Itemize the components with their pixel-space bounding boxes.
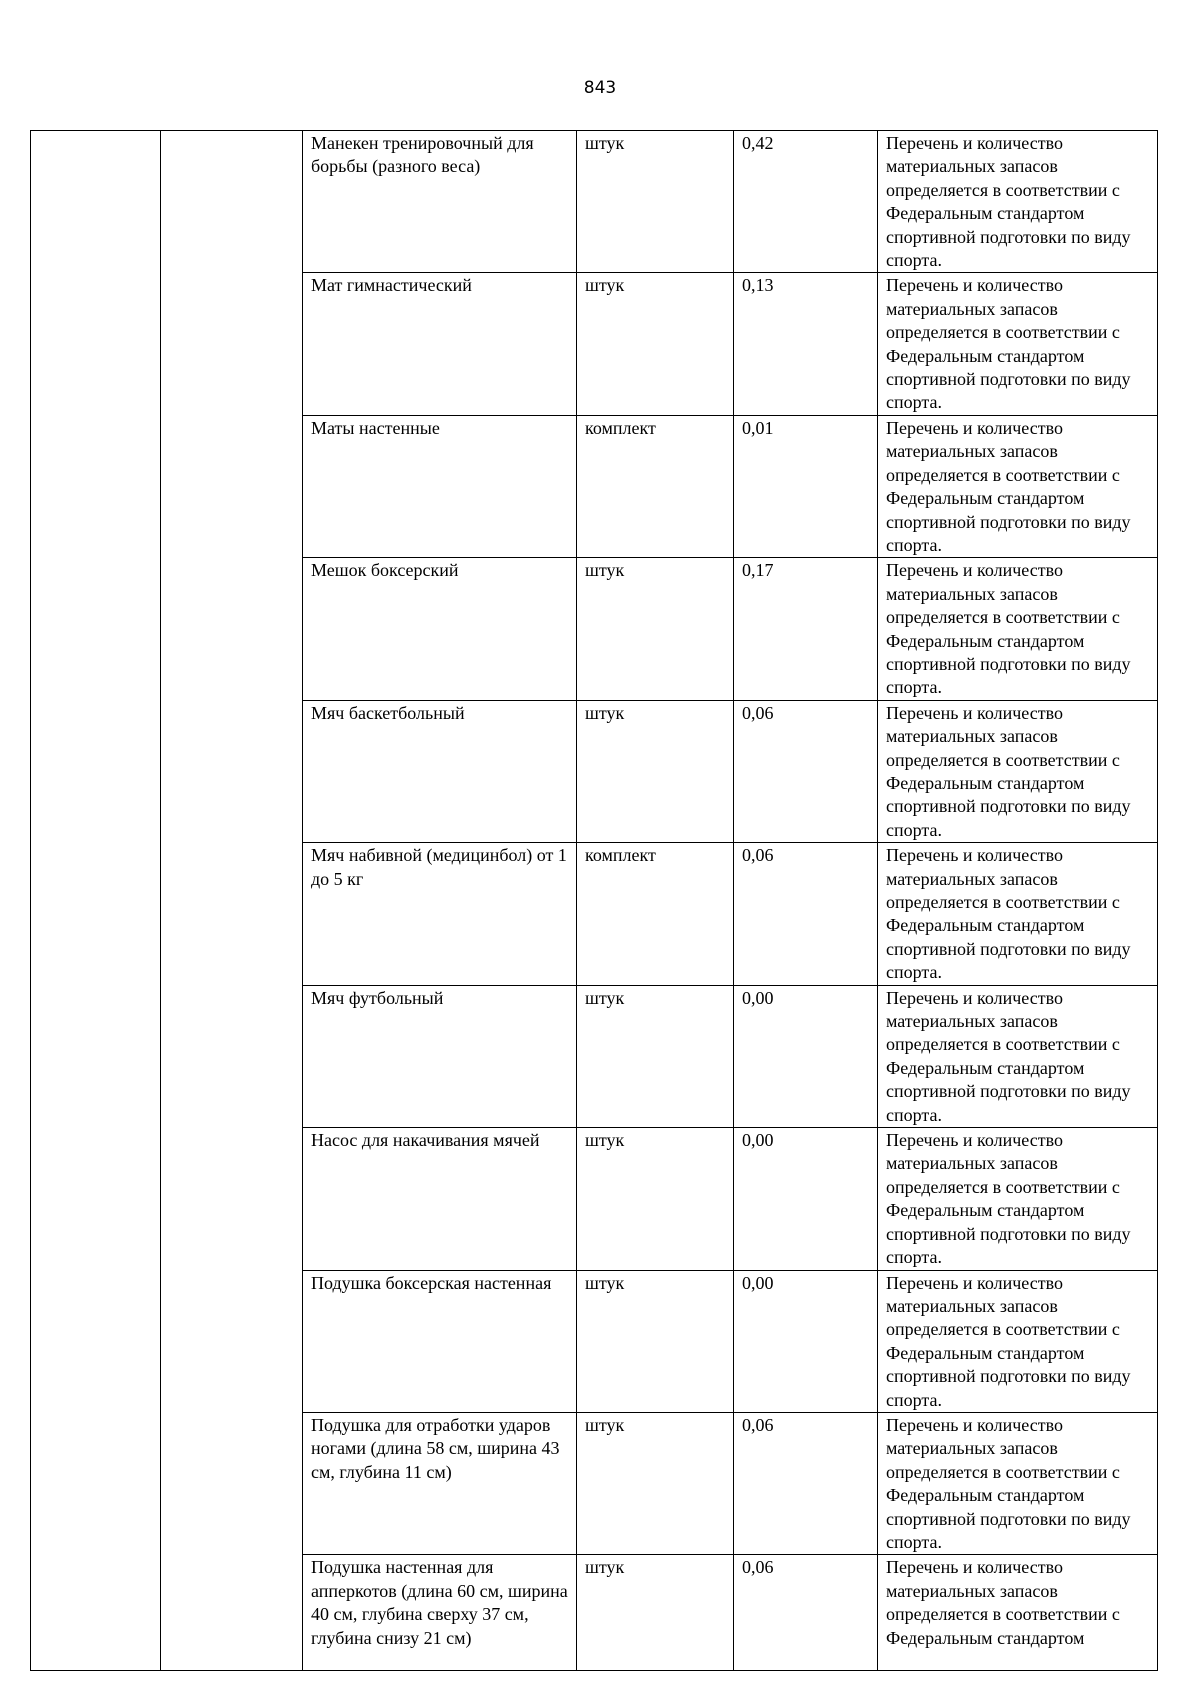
quantity-cell: 0,13 xyxy=(734,273,878,415)
quantity-cell: 0,00 xyxy=(734,985,878,1127)
unit-cell: штук xyxy=(577,1412,734,1554)
quantity-cell: 0,42 xyxy=(734,131,878,273)
page-number: 843 xyxy=(583,78,617,98)
note-cell: Перечень и количество материальных запасов определяется в соответствии с Федеральным стандартом спортивной подготовки по виду спорта. xyxy=(878,843,1158,985)
quantity-cell: 0,00 xyxy=(734,1128,878,1270)
note-cell: Перечень и количество материальных запасов определяется в соответствии с Федеральным стандартом спортивной подготовки по виду спорта. xyxy=(878,700,1158,842)
note-cell: Перечень и количество материальных запасов определяется в соответствии с Федеральным стандартом xyxy=(878,1555,1158,1671)
unit-cell: штук xyxy=(577,700,734,842)
item-name-cell: Мат гимнастический xyxy=(303,273,577,415)
item-name-cell: Подушка для отработки ударов ногами (длина 58 см, ширина 43 см, глубина 11 см) xyxy=(303,1412,577,1554)
unit-cell: штук xyxy=(577,1270,734,1412)
equipment-table xyxy=(30,130,1158,1671)
item-name-cell: Мяч баскетбольный xyxy=(303,700,577,842)
item-name-cell: Мяч футбольный xyxy=(303,985,577,1127)
quantity-cell: 0,01 xyxy=(734,415,878,557)
unit-cell: штук xyxy=(577,558,734,700)
table-row xyxy=(31,131,1158,273)
note-cell: Перечень и количество материальных запасов определяется в соответствии с Федеральным стандартом спортивной подготовки по виду спорта. xyxy=(878,985,1158,1127)
unit-cell: штук xyxy=(577,1128,734,1270)
item-name-cell: Насос для накачивания мячей xyxy=(303,1128,577,1270)
unit-cell: штук xyxy=(577,131,734,273)
item-name-cell: Мешок боксерский xyxy=(303,558,577,700)
unit-cell: штук xyxy=(577,1555,734,1671)
quantity-cell: 0,06 xyxy=(734,1555,878,1671)
quantity-cell: 0,06 xyxy=(734,843,878,985)
quantity-cell: 0,00 xyxy=(734,1270,878,1412)
note-cell: Перечень и количество материальных запасов определяется в соответствии с Федеральным стандартом спортивной подготовки по виду спорта. xyxy=(878,558,1158,700)
merged-empty-cell-2 xyxy=(161,131,303,1671)
unit-cell: комплект xyxy=(577,843,734,985)
item-name-cell: Манекен тренировочный для борьбы (разного веса) xyxy=(303,131,577,273)
quantity-cell: 0,06 xyxy=(734,1412,878,1554)
note-cell: Перечень и количество материальных запасов определяется в соответствии с Федеральным стандартом спортивной подготовки по виду спорта. xyxy=(878,131,1158,273)
item-name-cell: Маты настенные xyxy=(303,415,577,557)
item-name-cell: Мяч набивной (медицинбол) от 1 до 5 кг xyxy=(303,843,577,985)
item-name-cell: Подушка боксерская настенная xyxy=(303,1270,577,1412)
note-cell: Перечень и количество материальных запасов определяется в соответствии с Федеральным стандартом спортивной подготовки по виду спорта. xyxy=(878,1128,1158,1270)
item-name-cell: Подушка настенная для апперкотов (длина 60 см, ширина 40 см, глубина сверху 37 см, глубина снизу 21 см) xyxy=(303,1555,577,1671)
unit-cell: комплект xyxy=(577,415,734,557)
note-cell: Перечень и количество материальных запасов определяется в соответствии с Федеральным стандартом спортивной подготовки по виду спорта. xyxy=(878,415,1158,557)
note-cell: Перечень и количество материальных запасов определяется в соответствии с Федеральным стандартом спортивной подготовки по виду спорта. xyxy=(878,1270,1158,1412)
note-cell: Перечень и количество материальных запасов определяется в соответствии с Федеральным стандартом спортивной подготовки по виду спорта. xyxy=(878,273,1158,415)
unit-cell: штук xyxy=(577,985,734,1127)
quantity-cell: 0,17 xyxy=(734,558,878,700)
unit-cell: штук xyxy=(577,273,734,415)
quantity-cell: 0,06 xyxy=(734,700,878,842)
merged-empty-cell-1 xyxy=(31,131,161,1671)
note-cell: Перечень и количество материальных запасов определяется в соответствии с Федеральным стандартом спортивной подготовки по виду спорта. xyxy=(878,1412,1158,1554)
